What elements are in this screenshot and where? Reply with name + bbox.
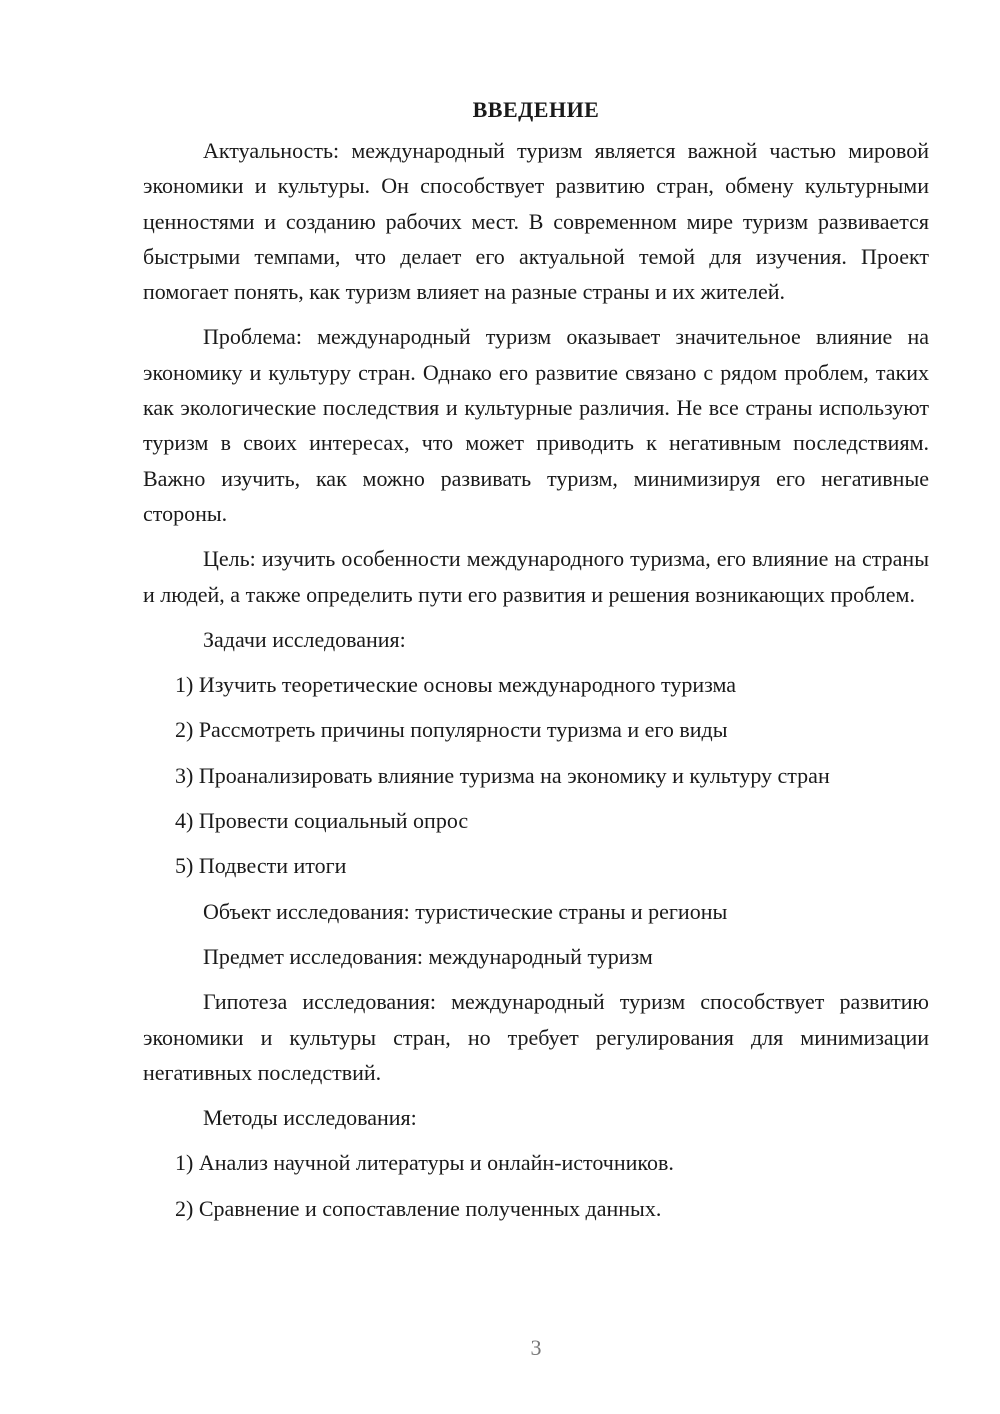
page-number: 3 bbox=[530, 1335, 542, 1360]
methods-heading: Методы исследования: bbox=[203, 1105, 417, 1131]
document-body bbox=[143, 92, 929, 1236]
goal-paragraph: Цель: изучить особенности международного туризма, его влияние на страны и людей, а также определить пути его развития и решения возникающих проблем. bbox=[143, 546, 929, 607]
method-item-1: 1) Анализ научной литературы и онлайн-источников. bbox=[175, 1150, 674, 1176]
task-item-3: 3) Проанализировать влияние туризма на экономику и культуру стран bbox=[175, 762, 830, 788]
task-item-1: 1) Изучить теоретические основы международного туризма bbox=[175, 672, 737, 698]
research-object: Объект исследования: туристические страны и регионы bbox=[203, 898, 728, 924]
research-subject: Предмет исследования: международный туризм bbox=[203, 943, 653, 969]
task-item-4: 4) Провести социальный опрос bbox=[175, 808, 469, 834]
hypothesis-paragraph: Гипотеза исследования: международный туризм способствует развитию экономики и культуры стран, но требует регулирования для минимизации негативных последствий. bbox=[143, 989, 929, 1085]
task-item-5: 5) Подвести итоги bbox=[175, 853, 347, 879]
tasks-heading: Задачи исследования: bbox=[203, 626, 406, 652]
method-item-2: 2) Сравнение и сопоставление полученных данных. bbox=[175, 1195, 662, 1221]
task-item-2: 2) Рассмотреть причины популярности туризма и его виды bbox=[175, 717, 728, 743]
problem-paragraph: Проблема: международный туризм оказывает значительное влияние на экономику и культуру стран. Однако его развитие связано с рядом проблем, таких как экологические последствия и культурные различия. Не все страны используют туризм в своих интересах, что может приводить к негативным последствиям. Важно изучить, как можно развивать туризм, минимизируя его негативные стороны. bbox=[143, 324, 929, 526]
relevance-paragraph: Актуальность: международный туризм является важной частью мировой экономики и культуры. Он способствует развитию стран, обмену культурными ценностями и созданию рабочих мест. В современном мире туризм развивается быстрыми темпами, что делает его актуальной темой для изучения. Проект помогает понять, как туризм влияет на разные страны и их жителей. bbox=[143, 138, 929, 305]
section-title: ВВЕДЕНИЕ bbox=[472, 97, 600, 122]
